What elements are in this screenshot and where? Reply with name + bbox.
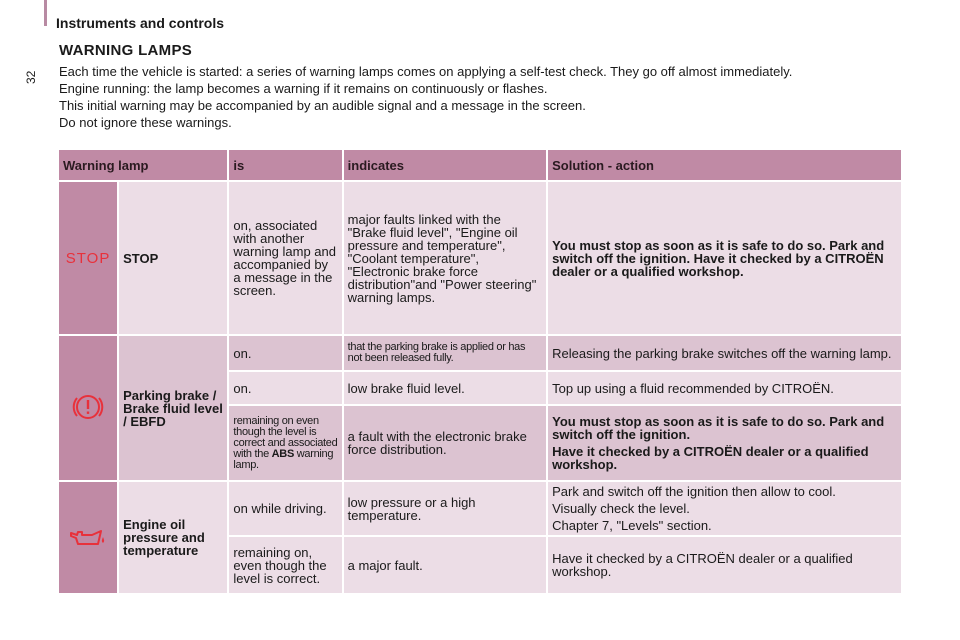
indicates-cell: low pressure or a high temperature. bbox=[344, 482, 546, 535]
header-solution: Solution - action bbox=[548, 150, 901, 180]
is-text-end: warning lamp. bbox=[233, 447, 334, 471]
table-header-row bbox=[59, 150, 901, 180]
action-cell: Top up using a fluid recommended by CITROËN. bbox=[548, 372, 901, 404]
is-cell: on. bbox=[229, 336, 341, 370]
is-cell bbox=[229, 406, 341, 480]
is-cell: on, associated with another warning lamp and accompanied by a message in the screen. bbox=[229, 182, 341, 334]
lamp-name-oil: Engine oil pressure and temperature bbox=[119, 482, 227, 593]
action-line: Park and switch off the ignition then allow to cool. bbox=[552, 484, 836, 499]
header-is: is bbox=[229, 150, 341, 180]
table-row-oil bbox=[59, 482, 901, 535]
is-cell: on while driving. bbox=[229, 482, 341, 535]
is-cell: on. bbox=[229, 372, 341, 404]
lamp-name-stop: STOP bbox=[119, 182, 227, 334]
abs-label: ABS bbox=[271, 447, 294, 460]
header-warning-lamp: Warning lamp bbox=[59, 150, 227, 180]
section-marker bbox=[44, 0, 47, 26]
action-cell: You must stop as soon as it is safe to do so. Park and switch off the ignition. Have it checked by a CITROËN dealer or a qualified workshop. bbox=[548, 182, 901, 334]
table-row-stop bbox=[59, 182, 901, 334]
action-line: You must stop as soon as it is safe to do so. Park and switch off the ignition. bbox=[552, 414, 885, 442]
indicates-cell: a major fault. bbox=[344, 537, 546, 593]
section-title: Instruments and controls bbox=[56, 15, 225, 31]
action-cell bbox=[548, 482, 901, 535]
table-row-brake bbox=[59, 336, 901, 370]
action-cell: Have it checked by a CITROËN dealer or a qualified workshop. bbox=[548, 537, 901, 593]
warning-lamps-table bbox=[57, 148, 903, 595]
brake-warning-icon bbox=[71, 390, 105, 424]
action-cell bbox=[548, 406, 901, 480]
indicates-cell: that the parking brake is applied or has not been released fully. bbox=[344, 336, 546, 370]
brake-icon-cell bbox=[59, 336, 117, 480]
intro-paragraph: This initial warning may be accompanied by an audible signal and a message in the screen. bbox=[59, 98, 586, 113]
indicates-cell: low brake fluid level. bbox=[344, 372, 546, 404]
oil-icon-cell bbox=[59, 482, 117, 593]
stop-icon-cell bbox=[59, 182, 117, 334]
is-text: remaining on even though the level is correct and associated with the bbox=[233, 414, 338, 460]
indicates-cell: major faults linked with the "Brake fluid level", "Engine oil pressure and temperature", "Coolant temperature", "Electronic brake force distribution"and "Power steering" warning lamps. bbox=[344, 182, 546, 334]
page-title: WARNING LAMPS bbox=[59, 42, 193, 59]
intro-paragraph: Do not ignore these warnings. bbox=[59, 115, 232, 130]
page-number: 32 bbox=[24, 70, 38, 84]
header-indicates: indicates bbox=[344, 150, 546, 180]
intro-paragraph: Each time the vehicle is started: a series of warning lamps comes on applying a self-test check. They go off almost immediately. bbox=[59, 64, 793, 79]
oil-can-icon bbox=[68, 524, 108, 550]
indicates-cell: a fault with the electronic brake force distribution. bbox=[344, 406, 546, 480]
intro-paragraph: Engine running: the lamp becomes a warning if it remains on continuously or flashes. bbox=[59, 81, 548, 96]
lamp-name-brake: Parking brake / Brake fluid level / EBFD bbox=[119, 336, 227, 480]
action-cell: Releasing the parking brake switches off the warning lamp. bbox=[548, 336, 901, 370]
intro-text bbox=[59, 64, 899, 132]
action-line: Have it checked by a CITROËN dealer or a qualified workshop. bbox=[552, 444, 869, 472]
is-cell: remaining on, even though the level is correct. bbox=[229, 537, 341, 593]
action-line: Chapter 7, "Levels" section. bbox=[552, 518, 712, 533]
action-line: Visually check the level. bbox=[552, 501, 690, 516]
stop-icon: STOP bbox=[65, 249, 111, 267]
